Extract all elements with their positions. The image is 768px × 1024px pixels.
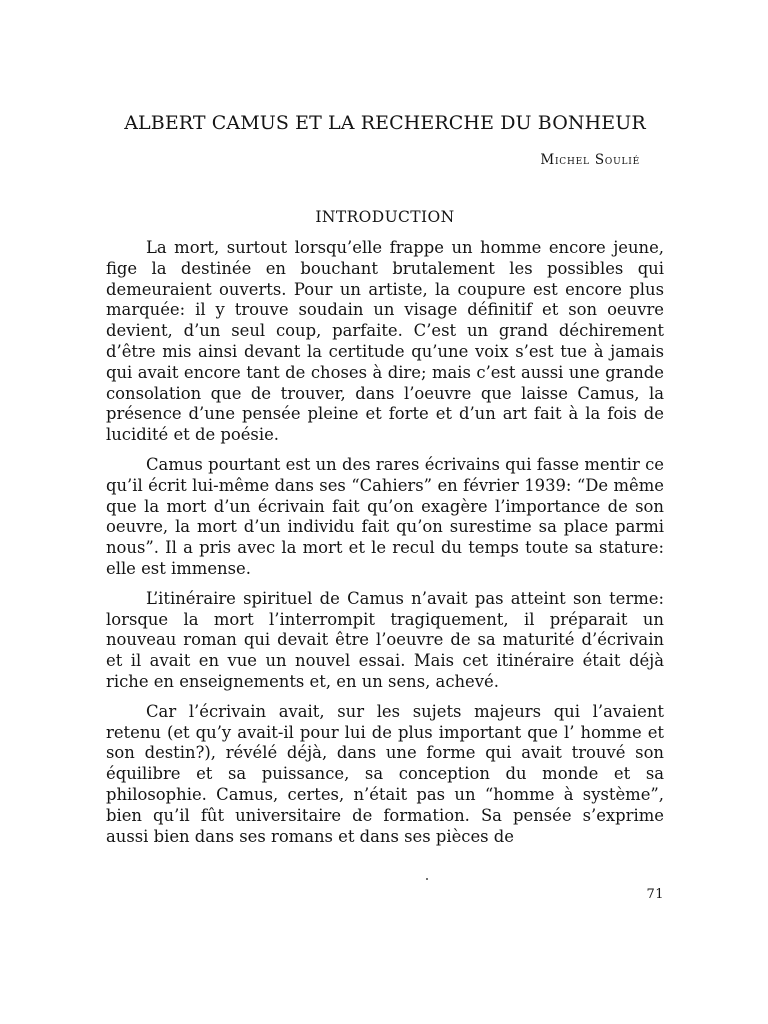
page-number: 71 [646, 887, 664, 902]
section-heading: INTRODUCTION [315, 208, 455, 226]
print-speck [426, 878, 428, 880]
author-name: Michel Soulié [540, 152, 640, 168]
article-title: ALBERT CAMUS ET LA RECHERCHE DU BONHEUR [124, 112, 646, 134]
paragraph-1: La mort, surtout lorsqu’elle frappe un homme encore jeune, fige la destinée en bouchant brutalement les possibles qui demeuraient ouverts. Pour un artiste, la coupure est encore plus marquée: il y trouve soudain un visage définitif et son oeuvre devient, d’un seul coup, parfaite. C’est un grand déchirement d’être mis ainsi devant la certitude qu’une voix s’est tue à jamais qui avait encore tant de choses à dire; mais c’est aussi une grande consolation que de trouver, dans l’oeuvre que laisse Camus, la présence d’une pensée pleine et forte et d’un art fait à la fois de lucidité et de poésie. [106, 238, 664, 445]
paragraph-2: Camus pourtant est un des rares écrivains qui fasse mentir ce qu’il écrit lui-même dans ses “Cahiers” en février 1939: “De même que la mort d’un écrivain fait qu’on exagère l’importance de son oeuvre, la mort d’un individu fait qu’on surestime sa place parmi nous”. Il a pris avec la mort et le recul du temps toute sa stature: elle est immense. [106, 454, 664, 578]
article-body [106, 238, 664, 856]
paragraph-4: Car l’écrivain avait, sur les sujets majeurs qui l’avaient retenu (et qu’y avait-il pour lui de plus important que l’ homme et son destin?), révélé déjà, dans une forme qui avait trouvé son équilibre et sa puissance, sa conception du monde et sa philosophie. Camus, certes, n’était pas un “homme à système”, bien qu’il fût universitaire de formation. Sa pensée s’exprime aussi bien dans ses romans et dans ses pièces de [106, 701, 664, 846]
paragraph-3: L’itinéraire spirituel de Camus n’avait pas atteint son terme: lorsque la mort l’interrompit tragiquement, il préparait un nouveau roman qui devait être l’oeuvre de sa maturité d’écrivain et il avait en vue un nouvel essai. Mais cet itinéraire était déjà riche en enseignements et, en un sens, achevé. [106, 588, 664, 691]
document-page [106, 0, 664, 1024]
